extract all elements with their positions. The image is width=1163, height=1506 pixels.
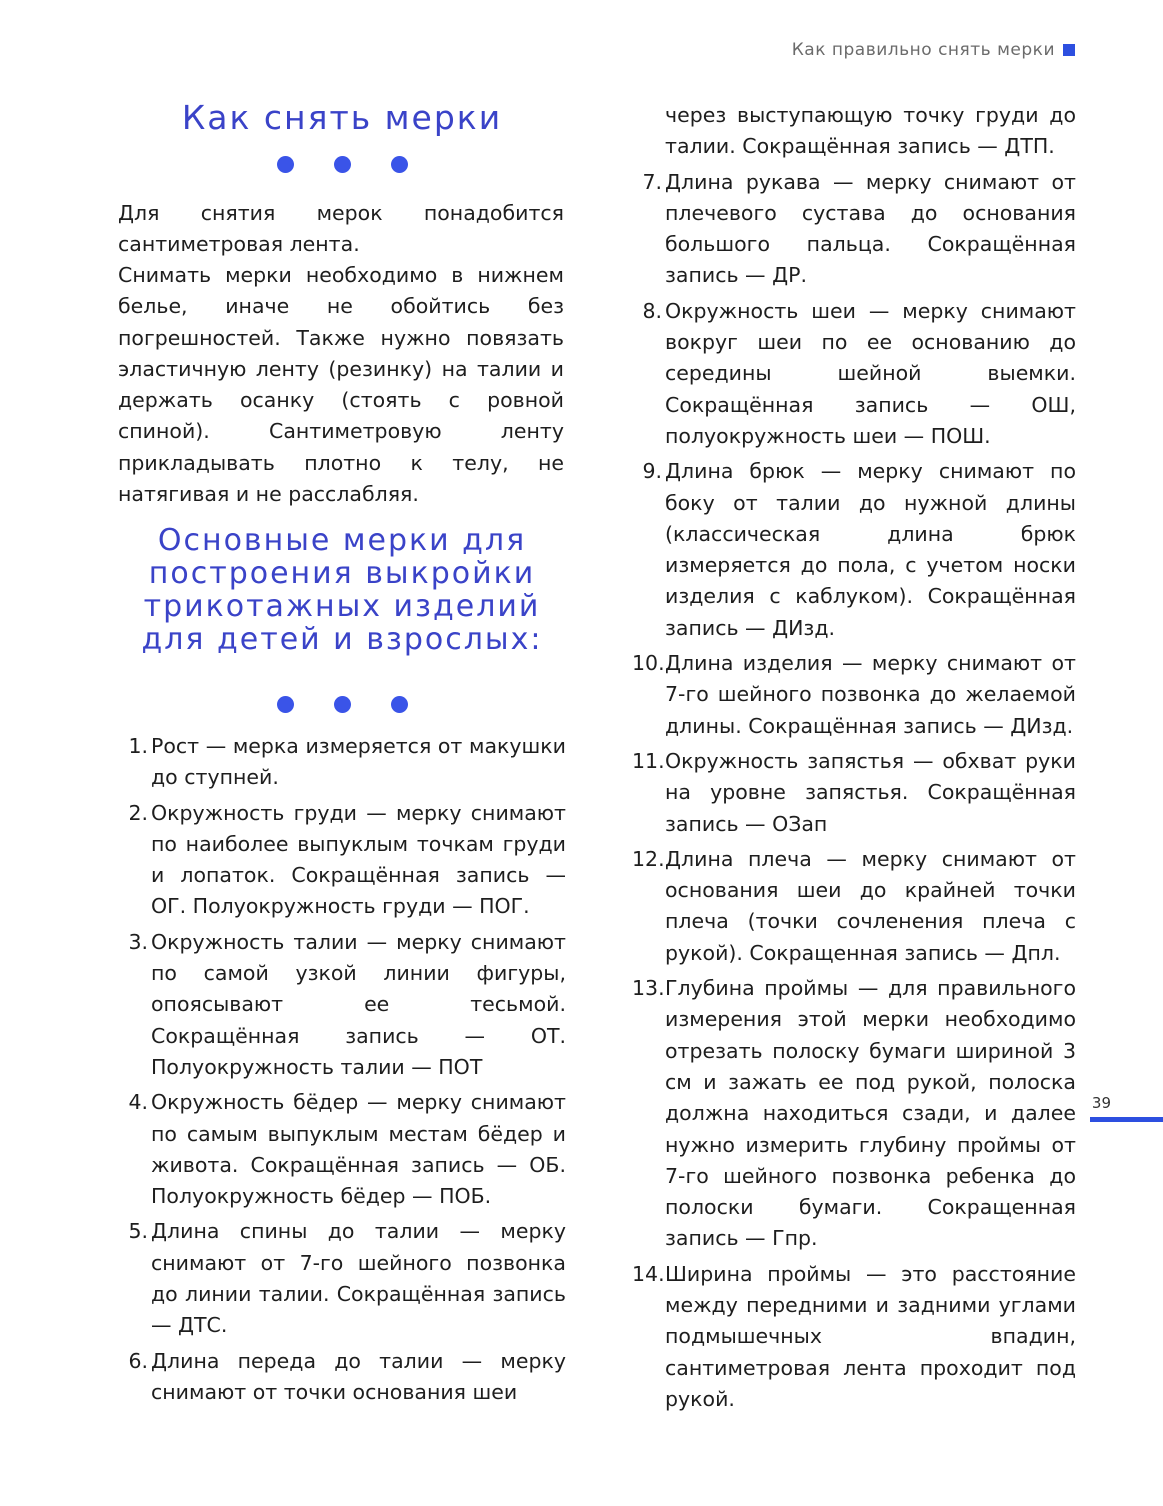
item-text: Окружность запястья — обхват руки на уровне запястья. Сокращённая запись — ОЗап <box>665 748 1076 836</box>
dot-icon <box>391 156 408 173</box>
measures-list-left <box>118 731 566 1412</box>
square-marker-icon <box>1063 44 1075 56</box>
item-number-empty <box>632 100 665 163</box>
item-text: Окружность бёдер — мерку снимают по самым выпуклым местам бёдер и живота. Сокращённая запись — ОБ. Полуокружность бёдер — ПОБ. <box>151 1090 566 1209</box>
title-line: Основные мерки для <box>157 523 527 558</box>
item-number: 1. <box>128 734 148 758</box>
list-item <box>632 1259 1076 1415</box>
section-title-measuring: Как снять мерки <box>181 98 503 137</box>
dot-icon <box>277 156 294 173</box>
item-number: 5. <box>128 1219 148 1244</box>
title-line: построения выкройки <box>148 556 536 591</box>
dot-divider <box>118 696 566 713</box>
list-item <box>118 798 566 923</box>
item-text: через выступающую точку груди до талии. Сокращённая запись — ДТП. <box>665 103 1076 159</box>
dot-icon <box>334 696 351 713</box>
list-item <box>632 648 1076 742</box>
item-number: 13. <box>632 976 665 1001</box>
list-item <box>632 844 1076 969</box>
item-number: 2. <box>128 800 148 825</box>
section-title-basic-measures <box>118 524 566 656</box>
dot-icon <box>334 156 351 173</box>
item-text: Рост — мерка измеряется от макушки до ступней. <box>151 734 566 790</box>
running-header <box>792 40 1075 60</box>
item-number: 14. <box>632 1261 665 1286</box>
item-number: 7. <box>642 169 662 194</box>
item-text: Длина спины до талии — мерку снимают от 7-го шейного позвонка до линии талии. Сокращённая запись — ДТС. <box>151 1219 566 1338</box>
item-number: 4. <box>128 1090 148 1115</box>
item-text: Ширина проймы — это расстояние между передними и задними углами подмышечных впадин, сантиметровая лента проходит под рукой. <box>665 1261 1076 1411</box>
item-text: Окружность груди — мерку снимают по наиболее выпуклым точкам груди и лопаток. Сокращённая запись — ОГ. Полуокружность груди — ПОГ. <box>151 800 566 919</box>
list-item <box>632 746 1076 840</box>
list-item <box>118 1216 566 1341</box>
item-number: 6. <box>128 1348 148 1373</box>
list-item <box>632 973 1076 1255</box>
list-item <box>632 167 1076 292</box>
dot-icon <box>277 696 294 713</box>
item-text: Длина переда до талии — мерку снимают от точки основания шеи <box>151 1348 566 1404</box>
item-text: Длина плеча — мерку снимают от основания шеи до крайней точки плеча (точки сочленения плеча с рукой). Сокращенная запись — Дпл. <box>665 846 1076 965</box>
item-text: Длина изделия — мерку снимают от 7-го шейного позвонка до желаемой длины. Сокращённая запись — ДИзд. <box>665 651 1076 738</box>
item-number: 12. <box>632 846 665 871</box>
item-text: Глубина проймы — для правильного измерения этой мерки необходимо отрезать полоску бумаги шириной 3 см и зажать ее под рукой, полоска должна находиться сзади, и далее нужно измерить глубину проймы от 7-го шейного позвонка ребенка до полоски бумаги. Сокращенная запись — Гпр. <box>665 976 1076 1251</box>
item-text: Длина рукава — мерку снимают от плечевого сустава до основания большого пальца. Сокращённая запись — ДР. <box>665 169 1076 288</box>
list-item-continuation <box>632 100 1076 163</box>
item-number: 3. <box>128 929 148 954</box>
list-item <box>118 1346 566 1409</box>
list-item <box>632 296 1076 452</box>
list-item <box>632 456 1076 644</box>
item-text: Окружность талии — мерку снимают по самой узкой линии фигуры, опоясывают ее тесьмой. Сокращённая запись — ОТ. Полуокружность талии — ПОТ <box>151 929 566 1079</box>
page-number: 39 <box>1091 1094 1111 1112</box>
item-text: Окружность шеи — мерку снимают вокруг шеи по ее основанию до середины шейной выемки. Сокращённая запись — ОШ, полуокружность шеи — ПОШ. <box>665 298 1076 448</box>
running-header-title: Как правильно снять мерки <box>791 40 1055 60</box>
item-text: Длина брюк — мерку снимают по боку от талии до нужной длины (классическая длина брюк измеряется до пола, с учетом носки изделия с каблуком). Сокращённая запись — ДИзд. <box>665 459 1076 640</box>
item-number: 11. <box>632 748 665 773</box>
list-item <box>118 1087 566 1212</box>
intro-paragraph: Для снятия мерок понадобится сантиметровая лента. <box>118 201 564 257</box>
measures-list-right <box>632 100 1076 1419</box>
title-line: для детей и взрослых: <box>141 622 543 657</box>
page-number-bar <box>1090 1117 1163 1122</box>
list-item <box>118 927 566 1083</box>
instructions-paragraph: Снимать мерки необходимо в нижнем белье, иначе не обойтись без погрешностей. Также нужно повязать эластичную ленту (резинку) на талии и держать осанку (стоять с ровной спиной). Сантиметровую ленту прикладывать плотно к телу, не натягивая и не расслабляя. <box>118 263 564 507</box>
dot-divider <box>118 156 566 173</box>
dot-icon <box>391 696 408 713</box>
title-line: трикотажных изделий <box>143 589 541 624</box>
item-number: 10. <box>632 651 665 676</box>
item-number: 8. <box>642 298 662 323</box>
list-item <box>118 731 566 794</box>
item-number: 9. <box>642 459 662 484</box>
